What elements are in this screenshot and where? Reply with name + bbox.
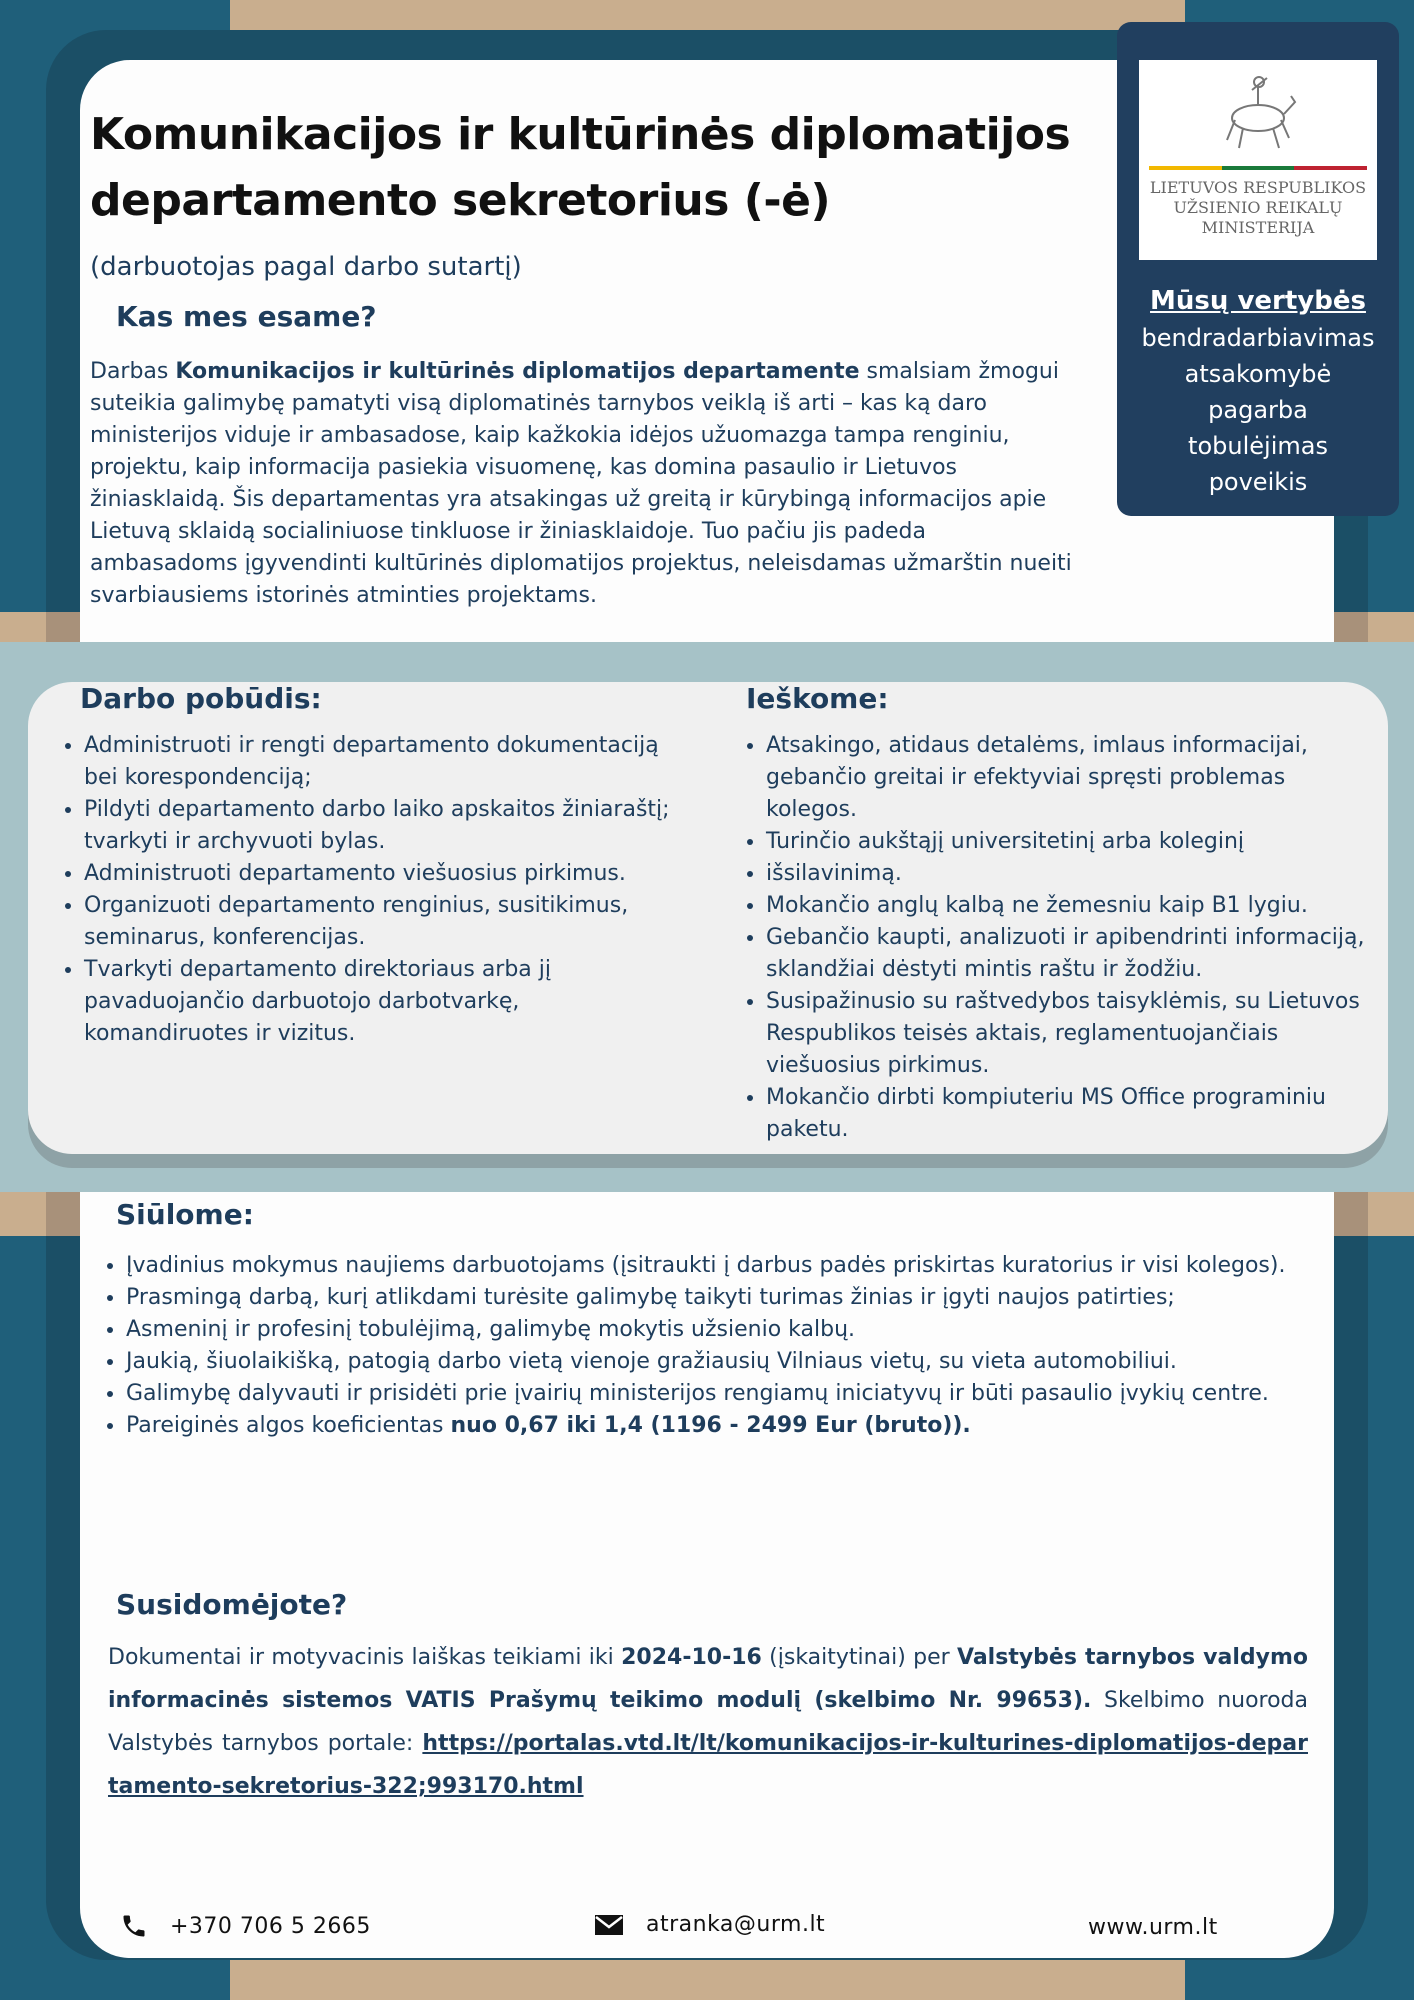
vytis-emblem-icon — [1139, 60, 1377, 170]
seeking-item: • Mokančio anglų kalbą ne žemesniu kaip B1 lygiu. — [766, 890, 1382, 922]
duty-item: • Pildyti departamento darbo laiko apskaitos žiniaraštį; tvarkyti ir archyvuoti bylas. — [84, 794, 690, 858]
seeking-item: • Gebančio kaupti, analizuoti ir apibendrinti informaciją, sklandžiai dėstyti mintis raštu ir žodžiu. — [766, 922, 1382, 986]
offer-item-salary: • Pareiginės algos koeficientas nuo 0,67 iki 1,4 (1196 - 2499 Eur (bruto)). — [126, 1410, 1312, 1442]
email-address: atranka@urm.lt — [646, 1912, 826, 1937]
website-link[interactable]: www.urm.lt — [1088, 1915, 1218, 1940]
about-heading: Kas mes esame? — [116, 300, 377, 333]
offer-item: • Jaukią, šiuolaikišką, patogią darbo vietą vienoje gražiausių Vilniaus vietų, su vieta automobiliui. — [126, 1346, 1312, 1378]
page-subtitle: (darbuotojas pagal darbo sutartį) — [90, 252, 522, 282]
values-list — [1117, 282, 1399, 500]
about-text: smalsiam žmogui suteikia galimybę pamatyti visą diplomatinės tarnybos veiklą iš arti – kas ką daro ministerijos viduje ir ambasadose, kaip kažkokia idėjos užuomazga tampa renginiu, projektu, kaip informacija pasiekia visuomenę, kas domina pasaulio ir Lietuvos žiniasklaidą. Šis departamentas yra atsakingas už greitą ir kūrybingą informacijos apie Lietuvą sklaidą socialiniuose tinkluose ir žiniasklaidoje. Tuo pačiu jis padeda ambasadoms įgyvendinti kultūrinės diplomatijos projektus, neleisdamas užmarštin nueiti svarbiausiems istorinės atminties projektams. — [90, 359, 1072, 608]
seeking-list — [732, 730, 1382, 1146]
page-title — [90, 102, 1090, 234]
offer-list — [92, 1250, 1312, 1442]
duty-item: • Administruoti ir rengti departamento dokumentaciją bei korespondenciją; — [84, 730, 690, 794]
logo-text: LIETUVOS RESPUBLIKOS UŽSIENIO REIKALŲ MINISTERIJA — [1149, 178, 1367, 237]
duty-item: • Administruoti departamento viešuosius pirkimus. — [84, 858, 690, 890]
flag-stripe — [1149, 166, 1367, 170]
seeking-item: • išsilavinimą. — [766, 858, 1382, 890]
about-intro: Darbas — [90, 359, 176, 384]
bottom-tan-band — [230, 1960, 1185, 2000]
seeking-item: • Susipažinusio su raštvedybos taisyklėmis, su Lietuvos Respublikos teisės aktais, reglamentuojančiais viešuosius pirkimus. — [766, 986, 1382, 1082]
duty-item: • Organizuoti departamento renginius, susitikimus, seminarus, konferencijas. — [84, 890, 690, 954]
about-bold: Komunikacijos ir kultūrinės diplomatijos departamente — [175, 359, 860, 384]
job-posting-link[interactable]: https://portalas.vtd.lt/lt/komunikacijos-ir-kulturines-diplomatijos-departamento-sekretorius-322;993170.html — [108, 1731, 1308, 1799]
value-item: poveikis — [1208, 468, 1308, 496]
offer-item: • Prasmingą darbą, kurį atlikdami turėsite galimybę taikyti turimas žinias ir įgyti naujos patirties; — [126, 1282, 1312, 1314]
value-item: tobulėjimas — [1188, 432, 1328, 460]
values-heading: Mūsų vertybės — [1150, 286, 1366, 316]
value-item: atsakomybė — [1184, 360, 1332, 388]
seeking-item: • Atsakingo, atidaus detalėms, imlaus informacijai, gebančio greitai ir efektyviai spręsti problemas kolegos. — [766, 730, 1382, 826]
top-tan-band — [230, 0, 1185, 30]
mail-icon — [594, 1913, 624, 1937]
title-line-1: Komunikacijos ir kultūrinės diplomatijos — [90, 109, 1071, 160]
email-contact[interactable] — [594, 1912, 825, 1937]
deadline-date: 2024-10-16 — [621, 1645, 762, 1670]
seeking-heading: Ieškome: — [746, 682, 889, 715]
ministry-logo — [1139, 60, 1377, 260]
offer-item: • Asmeninį ir profesinį tobulėjimą, galimybę mokytis užsienio kalbų. — [126, 1314, 1312, 1346]
vatis-system: Valstybės tarnybos valdymo informacinės sistemos VATIS Prašymų teikimo modulį (skelbimo Nr. 99653). — [108, 1645, 1308, 1713]
interested-paragraph: Dokumentai ir motyvacinis laiškas teikiami iki 2024-10-16 (įskaitytinai) per Valstybės tarnybos valdymo informacinės sistemos VATIS Prašymų teikimo modulį (skelbimo Nr. 99653). Skelbimo nuoroda Valstybės tarnybos portale: https://portalas.vtd.lt/lt/komunikacijos-ir-kulturines-diplomatijos-departamento-sekretorius-322;993170.html — [108, 1645, 1309, 1799]
phone-contact[interactable] — [120, 1912, 371, 1940]
offer-item: • Galimybę dalyvauti ir prisidėti prie įvairių ministerijos rengiamų iniciatyvų ir būti pasaulio įvykių centre. — [126, 1378, 1312, 1410]
seeking-item: • Mokančio dirbti kompiuteriu MS Office programiniu paketu. — [766, 1082, 1382, 1146]
value-item: pagarba — [1208, 396, 1308, 424]
value-item: bendradarbiavimas — [1141, 324, 1375, 352]
phone-icon — [120, 1912, 148, 1940]
seeking-item: • Turinčio aukštąjį universitetinį arba koleginį — [766, 826, 1382, 858]
duty-item: • Tvarkyti departamento direktoriaus arba jį pavaduojančio darbuotojo darbotvarkę, komandiruotes ir vizitus. — [84, 954, 690, 1050]
interested-heading: Susidomėjote? — [116, 1588, 348, 1621]
phone-number: +370 706 5 2665 — [170, 1913, 371, 1939]
offer-heading: Siūlome: — [116, 1198, 254, 1231]
duties-list — [50, 730, 690, 1050]
offer-item: • Įvadinius mokymus naujiems darbuotojams (įsitraukti į darbus padės priskirtas kuratorius ir visi kolegos). — [126, 1250, 1312, 1282]
duties-heading: Darbo pobūdis: — [80, 682, 322, 715]
about-paragraph — [90, 356, 1080, 612]
title-line-2: departamento sekretorius (-ė) — [90, 175, 831, 226]
